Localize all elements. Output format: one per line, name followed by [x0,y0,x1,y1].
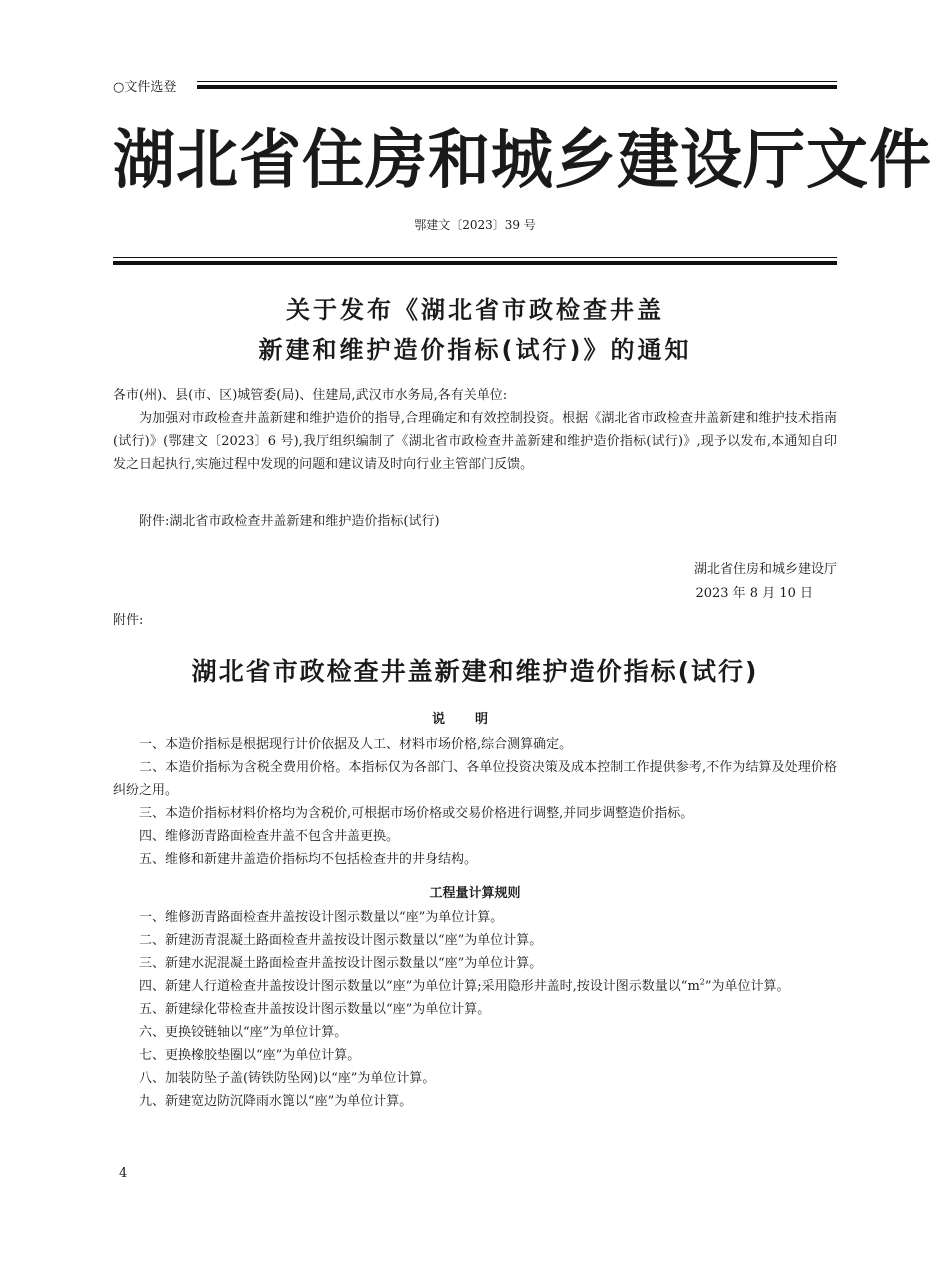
divider-rule-thin [113,257,837,258]
header-rule-thick [197,85,837,89]
list-item: 六、更换铰链轴以“座”为单位计算。 [139,1025,348,1040]
list-item: 二、本造价指标为含税全费用价格。本指标仅为各部门、各单位投资决策及成本控制工作提供参考,不作为结算及处理价格纠纷之用。 [113,760,837,798]
recipients-text: 各市(州)、县(市、区)城管委(局)、住建局,武汉市水务局,各有关单位: [113,388,508,403]
list-item: 九、新建宽边防沉降雨水篦以“座”为单位计算。 [139,1094,413,1109]
notice-body [113,407,837,476]
notice-title-line1: 关于发布《湖北省市政检查井盖 [286,296,664,324]
list-item: 三、新建水泥混凝土路面检查井盖按设计图示数量以“座”为单位计算。 [139,956,543,971]
page-number: 4 [119,1166,128,1181]
list-item: 八、加装防坠子盖(铸铁防坠网)以“座”为单位计算。 [139,1071,436,1086]
notice-body-text: 为加强对市政检查井盖新建和维护造价的指导,合理确定和有效控制投资。根据《湖北省市政检查井盖新建和维护技术指南(试行)》(鄂建文〔2023〕6 号),我厅组织编制了《湖北省市政检查井盖新建和维护造价指标(试行)》,现予以发布,本通知自印发之日起执行,实施过程中发现的问题和建议请及时向行业主管部门反馈。 [113,411,837,472]
section-header-band [113,78,837,98]
list-item: 二、新建沥青混凝土路面检查井盖按设计图示数量以“座”为单位计算。 [139,933,543,948]
explain-list [113,733,837,871]
list-item: 七、更换橡胶垫圈以“座”为单位计算。 [139,1048,361,1063]
header-rule-thin [197,81,837,82]
issue-date: 2023 年 8 月 10 日 [695,586,813,601]
section-label: ○文件选登 [113,78,178,98]
rule-4-tail: ”为单位计算。 [704,979,790,994]
notice-title-line2: 新建和维护造价指标(试行)》的通知 [258,336,692,364]
signature-block [694,558,837,606]
list-item-rule-4 [113,975,837,998]
divider-rule-thick [113,261,837,265]
document-number: 鄂建文〔2023〕39 号 [414,218,536,232]
issuer-name: 湖北省住房和城乡建设厅 [693,562,837,577]
attachment-reference-text: 附件:湖北省市政检查井盖新建和维护造价指标(试行) [139,514,440,529]
attachment-title: 湖北省市政检查井盖新建和维护造价指标(试行) [191,657,759,686]
notice-title [113,290,837,370]
attachment-reference [113,510,837,533]
list-item: 一、维修沥青路面检查井盖按设计图示数量以“座”为单位计算。 [139,910,504,925]
list-item: 一、本造价指标是根据现行计价依据及人工、材料市场价格,综合测算确定。 [139,737,573,752]
list-item: 五、新建绿化带检查井盖按设计图示数量以“座”为单位计算。 [139,1002,491,1017]
rules-list [113,906,837,1113]
list-item: 三、本造价指标材料价格均为含税价,可根据市场价格或交易价格进行调整,并同步调整造价指标。 [139,806,694,821]
list-item: 四、维修沥青路面检查井盖不包含井盖更换。 [139,829,400,844]
recipients [113,384,837,407]
explain-heading: 说明 [431,712,518,727]
list-item: 五、维修和新建井盖造价指标均不包括检查井的井身结构。 [139,852,478,867]
document-title: 湖北省住房和城乡建设厅文件 [113,121,933,198]
rules-heading: 工程量计算规则 [429,886,521,901]
rule-4-superscript: 2 [699,977,705,987]
attachment-label: 附件: [113,613,144,628]
rule-4-main: 四、新建人行道检查井盖按设计图示数量以“座”为单位计算;采用隐形井盖时,按设计图示数量以“m [139,979,700,994]
